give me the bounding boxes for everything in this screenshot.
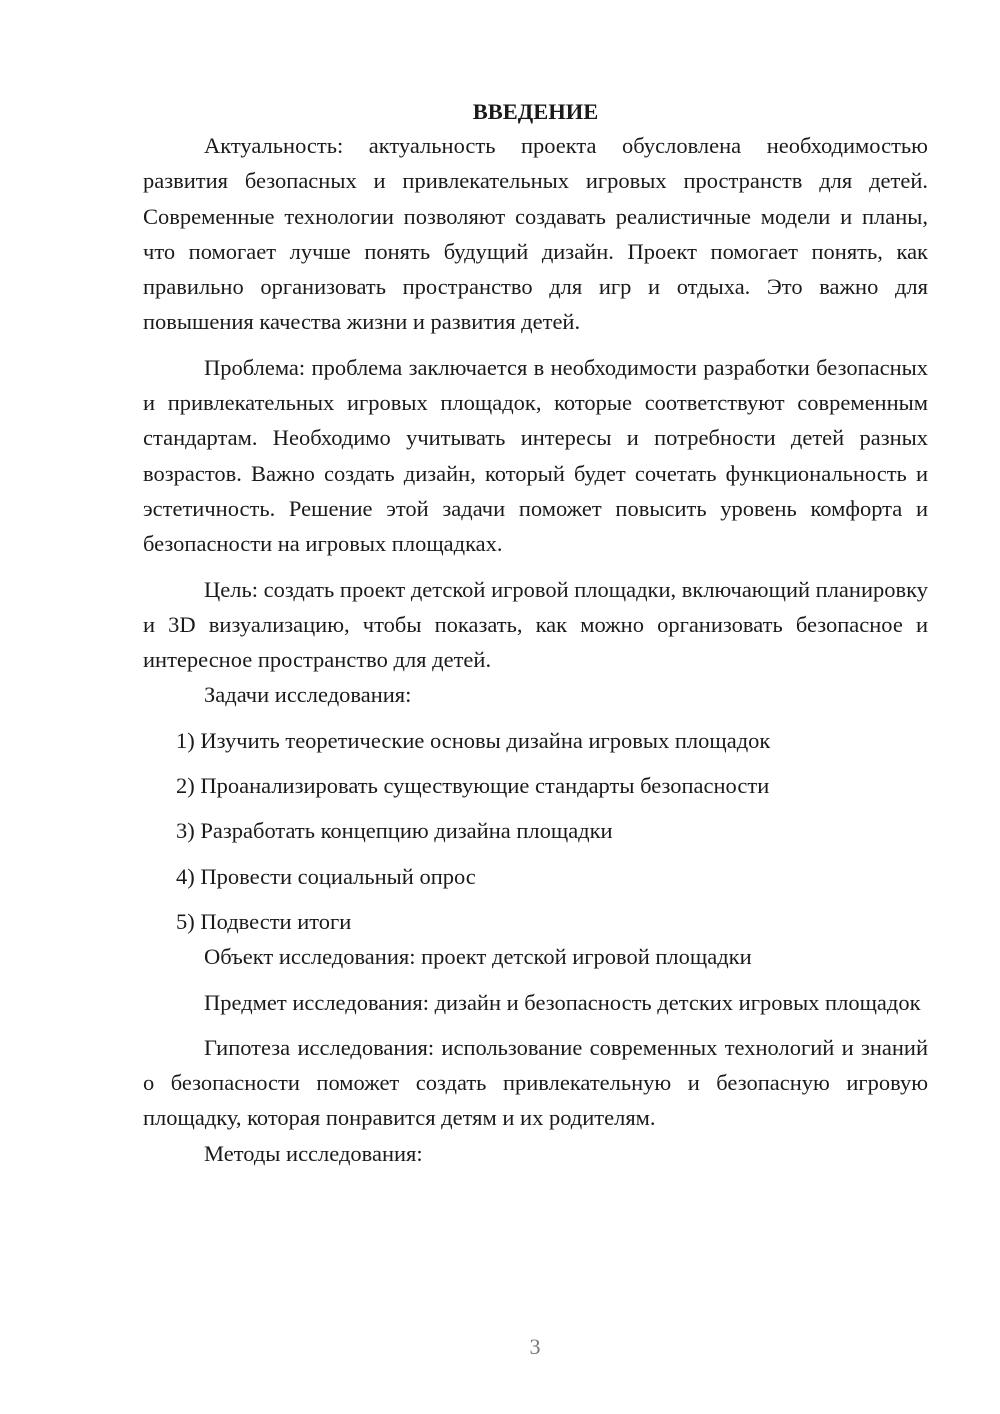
relevance-paragraph: Актуальность: актуальность проекта обусловлена необходимостью развития безопасных и привлекательных игровых пространств для детей. Современные технологии позволяют создавать реалистичные модели и планы, что помогает лучше понять будущий дизайн. Проект помогает понять, как правильно организовать пространство для игр и отдыха. Это важно для повышения качества жизни и развития детей. (143, 133, 928, 335)
list-item: 2) Проанализировать существующие стандарты безопасности (176, 773, 770, 799)
hypothesis-paragraph: Гипотеза исследования: использование современных технологий и знаний о безопасности поможет создать привлекательную и безопасную игровую площадку, которая понравится детям и их родителям. (143, 1034, 928, 1131)
list-item: 1) Изучить теоретические основы дизайна игровых площадок (176, 727, 771, 753)
document-page (143, 95, 928, 1171)
problem-paragraph: Проблема: проблема заключается в необходимости разработки безопасных и привлекательных игровых площадок, которые соответствуют современным стандартам. Необходимо учитывать интересы и потребности детей разных возрастов. Важно создать дизайн, который будет сочетать функциональность и эстетичность. Решение этой задачи поможет повысить уровень комфорта и безопасности на игровых площадках. (143, 354, 928, 557)
goal-paragraph: Цель: создать проект детской игровой площадки, включающий планировку и 3D визуализацию, чтобы показать, как можно организовать безопасное и интересное пространство для детей. (143, 576, 928, 673)
subject-paragraph: Предмет исследования: дизайн и безопасность детских игровых площадок (204, 989, 921, 1015)
object-paragraph: Объект исследования: проект детской игровой площадки (204, 944, 752, 970)
tasks-heading: Задачи исследования: (204, 682, 412, 708)
page-number: 3 (529, 1334, 541, 1359)
list-item: 3) Разработать концепцию дизайна площадки (176, 818, 613, 844)
list-item: 5) Подвести итоги (176, 908, 352, 934)
list-item: 4) Провести социальный опрос (176, 863, 476, 889)
methods-heading: Методы исследования: (204, 1140, 423, 1166)
page-title: ВВЕДЕНИЕ (472, 99, 599, 124)
tasks-list (143, 723, 928, 939)
